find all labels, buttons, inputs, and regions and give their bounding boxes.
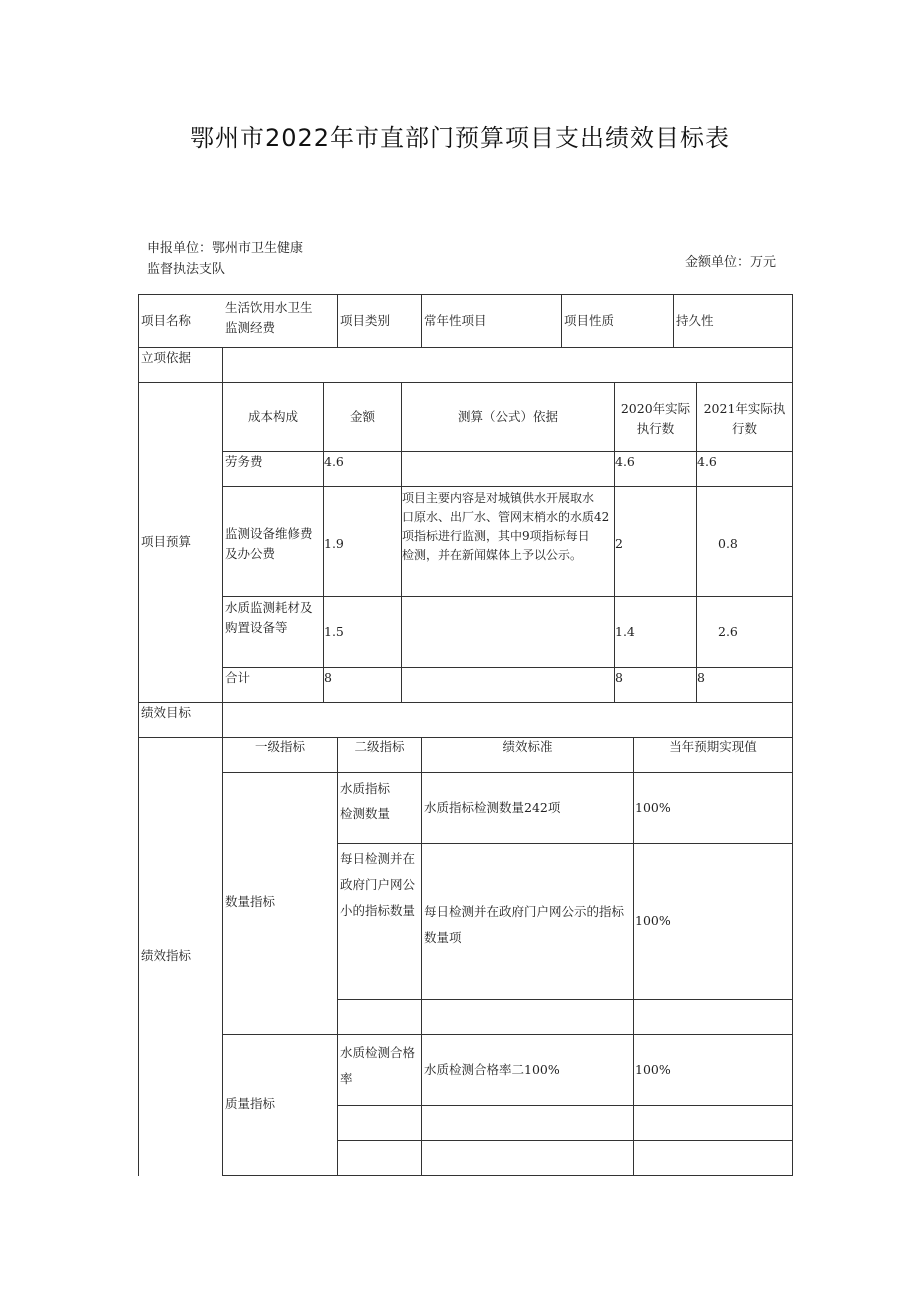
- row-line: [337, 1140, 793, 1141]
- budget-total-amount: 8: [324, 670, 332, 685]
- row-line: [337, 999, 793, 1000]
- header-2020-line2: 执行数: [636, 421, 675, 436]
- level2-line2: 政府门户网公: [340, 877, 416, 892]
- project-type-value: 常年性项目: [424, 313, 487, 328]
- header-expected: 当年预期实现值: [669, 739, 757, 754]
- calc-basis-line1: 项目主要内容是对城镇供水开展取水: [402, 491, 595, 505]
- row-line: [138, 702, 793, 703]
- calc-basis-line2: 口原水、出厂水、管网末梢水的水质42: [402, 510, 610, 524]
- budget-amount: 4.6: [324, 454, 344, 469]
- budget-2021: 0.8: [718, 536, 738, 551]
- col-line: [222, 347, 223, 1176]
- level2-line3: 小的指标数量: [340, 903, 416, 918]
- expected-value: 100%: [635, 913, 671, 928]
- col-line: [337, 737, 338, 1176]
- project-name-line1: 生活饮用水卫生: [225, 300, 313, 315]
- goal-label: 绩效目标: [141, 705, 192, 720]
- standard-line2: 数量项: [424, 930, 462, 945]
- level2-line1: 每日检测并在: [340, 851, 416, 866]
- col-line: [673, 294, 674, 347]
- header-calc-basis: 测算（公式）依据: [457, 409, 558, 424]
- budget-cost-line2: 及办公费: [225, 546, 276, 561]
- amount-unit: 金额单位：万元: [685, 255, 777, 270]
- row-line: [337, 1105, 793, 1106]
- calc-basis-line3: 项指标进行监测，其中9项指标每日: [402, 529, 590, 543]
- header-2021-line1: 2021年实际执: [703, 401, 786, 416]
- reporting-unit-line1: 申报单位：鄂州市卫生健康: [147, 241, 304, 256]
- performance-table: [138, 294, 793, 1176]
- level2-line2: 率: [340, 1071, 353, 1086]
- row-line: [222, 486, 793, 487]
- row-line: [138, 382, 793, 383]
- col-line: [421, 294, 422, 347]
- project-name-label: 项目名称: [141, 313, 192, 328]
- budget-amount: 1.5: [324, 624, 344, 639]
- header-amount: 金额: [349, 409, 375, 424]
- row-line: [222, 596, 793, 597]
- indicators-label: 绩效指标: [141, 948, 192, 963]
- header-level2: 二级指标: [354, 739, 405, 754]
- page-title: 鄂州市2022年市直部门预算项目支出绩效目标表: [189, 124, 731, 152]
- budget-2020: 1.4: [615, 624, 635, 639]
- budget-2021: 4.6: [697, 454, 717, 469]
- reporting-unit: [147, 238, 303, 280]
- row-line: [222, 772, 793, 773]
- level2-line1: 水质指标: [340, 781, 391, 796]
- header-cost: 成本构成: [247, 409, 298, 424]
- level2-line1: 水质检测合格: [340, 1045, 416, 1060]
- row-line: [222, 1034, 793, 1035]
- col-line: [337, 294, 338, 347]
- header-level1: 一级指标: [254, 739, 305, 754]
- header-standard: 绩效标准: [502, 739, 553, 754]
- row-line: [222, 667, 793, 668]
- budget-total-2021: 8: [697, 670, 705, 685]
- project-nature-value: 持久性: [676, 313, 714, 328]
- budget-amount: 1.9: [324, 536, 344, 551]
- row-line: [138, 347, 793, 348]
- budget-cost-line1: 监测设备维修费: [225, 526, 313, 541]
- budget-2020: 2: [615, 536, 623, 551]
- table-border-right: [792, 294, 793, 1176]
- row-line: [337, 843, 793, 844]
- reporting-unit-line2: 监督执法支队: [147, 262, 226, 277]
- basis-label: 立项依据: [141, 350, 192, 365]
- budget-cost-line2: 购置设备等: [225, 620, 288, 635]
- project-type-label: 项目类别: [340, 313, 391, 328]
- table-border-top: [138, 294, 793, 295]
- budget-total-2020: 8: [615, 670, 623, 685]
- budget-cost-line1: 水质监测耗材及: [225, 600, 313, 615]
- expected-value: 100%: [635, 800, 671, 815]
- standard: 水质检测合格率二100%: [424, 1062, 560, 1077]
- budget-2020: 4.6: [615, 454, 635, 469]
- col-line: [561, 294, 562, 347]
- calc-basis-line4: 检测，并在新闻媒体上予以公示。: [402, 548, 583, 562]
- col-line: [421, 737, 422, 1176]
- quality-indicator-label: 质量指标: [225, 1096, 276, 1111]
- project-nature-label: 项目性质: [564, 313, 615, 328]
- level2-line2: 检测数量: [340, 806, 391, 821]
- table-border-bottom: [222, 1175, 793, 1176]
- col-line: [633, 737, 634, 1176]
- quantity-indicator-label: 数量指标: [225, 894, 276, 909]
- header-2021-line2: 行数: [731, 421, 757, 436]
- standard-line1: 每日检测并在政府门户网公示的指标: [424, 904, 625, 919]
- table-border-left: [138, 294, 139, 1176]
- budget-cost-labor: 劳务费: [225, 454, 263, 469]
- project-name-line2: 监测经费: [225, 320, 276, 335]
- expected-value: 100%: [635, 1062, 671, 1077]
- header-2020-line1: 2020年实际: [620, 401, 691, 416]
- budget-2021: 2.6: [718, 624, 738, 639]
- standard: 水质指标检测数量242项: [424, 800, 561, 815]
- budget-label: 项目预算: [141, 534, 192, 549]
- budget-total-label: 合计: [225, 670, 251, 685]
